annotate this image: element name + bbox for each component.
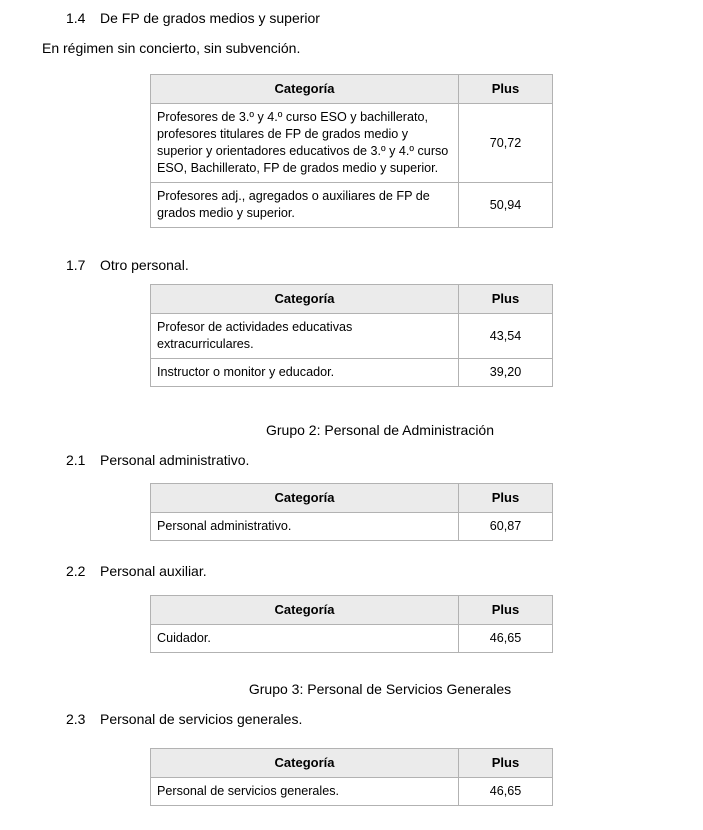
salary-table-2-2 (150, 595, 553, 653)
column-header-plus: Plus (459, 285, 553, 314)
column-header-plus: Plus (459, 75, 553, 104)
category-cell: Profesores adj., agregados o auxiliares de FP de grados medio y superior. (151, 183, 459, 228)
plus-cell: 43,54 (459, 314, 553, 359)
group-heading-3: Grupo 3: Personal de Servicios Generales (248, 681, 512, 697)
table-row (151, 359, 553, 387)
salary-table-2-3 (150, 748, 553, 806)
table-header-row (151, 596, 553, 625)
column-header-categoria: Categoría (151, 285, 459, 314)
category-cell: Instructor o monitor y educador. (151, 359, 459, 387)
salary-table-1-7 (150, 284, 553, 387)
section-heading-1-7 (66, 257, 703, 274)
plus-cell: 39,20 (459, 359, 553, 387)
table-row (151, 314, 553, 359)
section-number: 2.1 (66, 452, 86, 468)
column-header-plus: Plus (459, 596, 553, 625)
table-row (151, 513, 553, 541)
section-number: 2.2 (66, 563, 86, 579)
column-header-plus: Plus (459, 484, 553, 513)
section-heading-1-4 (66, 10, 703, 27)
plus-cell: 46,65 (459, 778, 553, 806)
group-heading-2: Grupo 2: Personal de Administración (265, 422, 494, 438)
intro-paragraph: En régimen sin concierto, sin subvención. (42, 40, 301, 56)
category-cell: Personal de servicios generales. (151, 778, 459, 806)
table-header-row (151, 285, 553, 314)
category-cell: Cuidador. (151, 625, 459, 653)
section-title: Otro personal. (100, 257, 189, 273)
table-header-row (151, 484, 553, 513)
table-header-row (151, 75, 553, 104)
document-page (0, 10, 703, 830)
table-header-row (151, 749, 553, 778)
table-row (151, 778, 553, 806)
table-row (151, 104, 553, 183)
salary-table-1-4 (150, 74, 553, 228)
plus-cell: 46,65 (459, 625, 553, 653)
column-header-categoria: Categoría (151, 484, 459, 513)
section-title: Personal de servicios generales. (100, 711, 303, 727)
section-heading-2-3 (66, 711, 703, 728)
section-number: 1.4 (66, 10, 86, 26)
section-heading-2-2 (66, 563, 703, 580)
section-title: Personal administrativo. (100, 452, 250, 468)
salary-table-2-1 (150, 483, 553, 541)
column-header-categoria: Categoría (151, 749, 459, 778)
section-title: De FP de grados medios y superior (100, 10, 320, 26)
section-heading-2-1 (66, 452, 703, 469)
column-header-plus: Plus (459, 749, 553, 778)
plus-cell: 70,72 (459, 104, 553, 183)
plus-cell: 50,94 (459, 183, 553, 228)
section-number: 1.7 (66, 257, 86, 273)
section-number: 2.3 (66, 711, 86, 727)
column-header-categoria: Categoría (151, 596, 459, 625)
category-cell: Personal administrativo. (151, 513, 459, 541)
table-row (151, 183, 553, 228)
category-cell: Profesores de 3.º y 4.º curso ESO y bachillerato, profesores titulares de FP de grados medio y superior y orientadores educativos de 3.º y 4.º curso ESO, Bachillerato, FP de grados medio y superior. (151, 104, 459, 183)
category-cell: Profesor de actividades educativas extracurriculares. (151, 314, 459, 359)
table-row (151, 625, 553, 653)
section-title: Personal auxiliar. (100, 563, 207, 579)
column-header-categoria: Categoría (151, 75, 459, 104)
plus-cell: 60,87 (459, 513, 553, 541)
